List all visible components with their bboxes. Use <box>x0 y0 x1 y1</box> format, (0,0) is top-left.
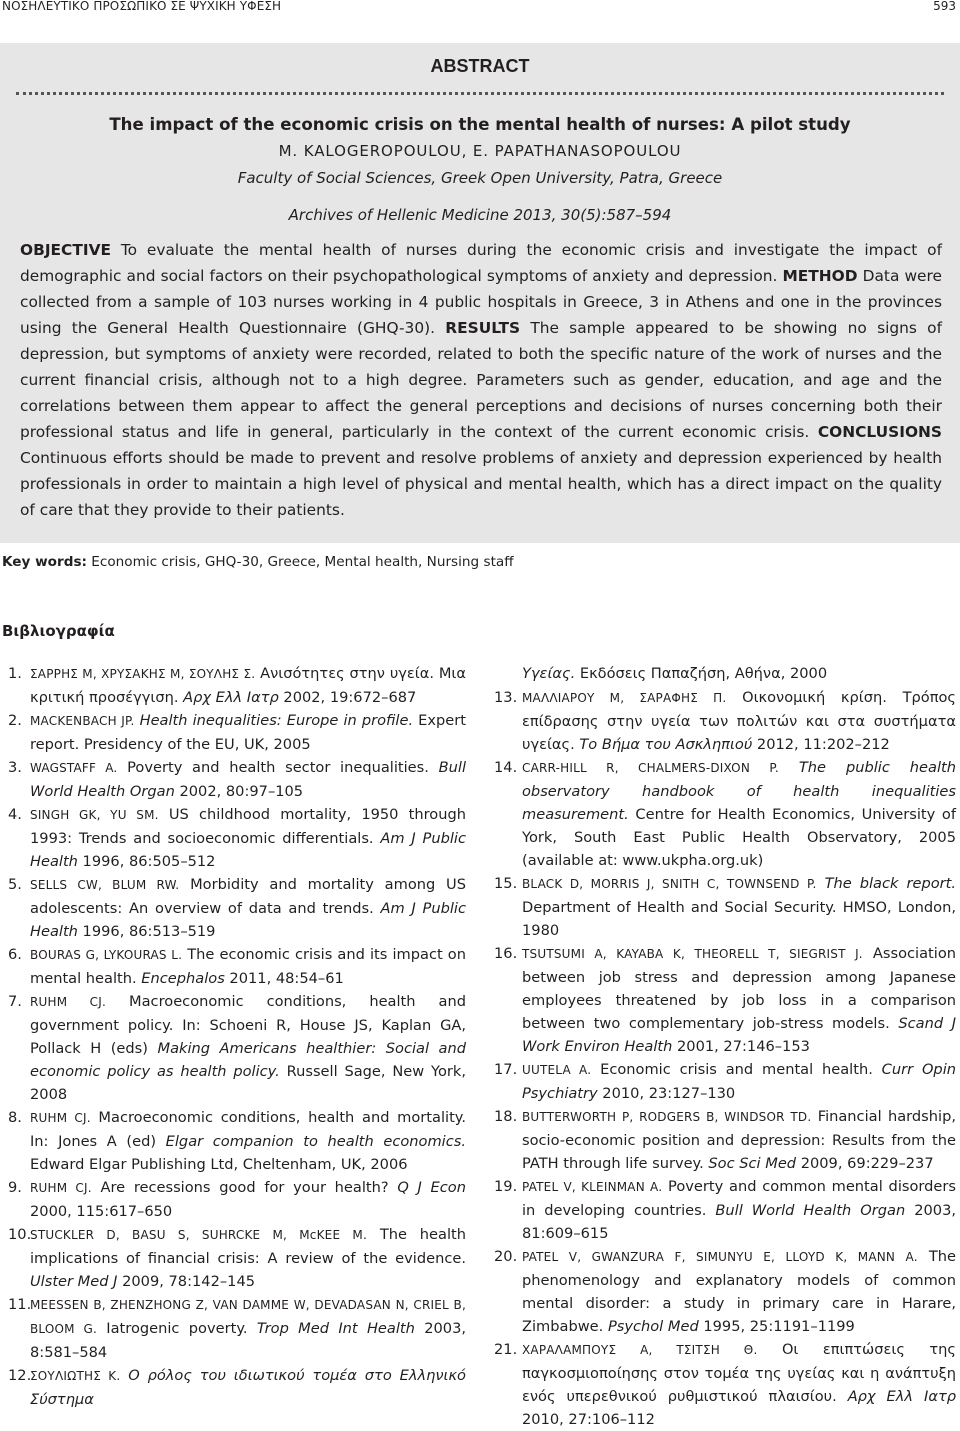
reference-details: 2012, 11:202–212 <box>752 736 890 753</box>
reference-number: 11. <box>8 1296 32 1313</box>
page-header <box>0 0 960 14</box>
reference-text: Association between job stress and depression among Japanese employees threatened by job loss in a comparison between two complementary job-stress models. <box>522 945 956 1032</box>
reference-source: Αρχ Ελλ Ιατρ <box>183 689 279 706</box>
reference-details: Expert report. Presidency of the EU, UK, 2005 <box>30 712 466 753</box>
reference-number: 2. <box>8 712 22 729</box>
reference-details: 1996, 86:505–512 <box>77 853 216 870</box>
bibliography-right-column <box>494 662 956 1431</box>
conclusions-text: Continuous efforts should be made to prevent and resolve problems of anxiety and depression experienced by health professionals in order to maintain a high level of physical and mental health, which has a direct impact on the quality of care that they provide to their patients. <box>20 449 942 519</box>
reference-details: 1995, 25:1191–1199 <box>698 1318 855 1335</box>
article-title: The impact of the economic crisis on the mental health of nurses: A pilot study <box>109 115 851 134</box>
reference-details: 2011, 48:54–61 <box>224 970 344 987</box>
reference-authors: UUTELA A. <box>522 1063 592 1077</box>
reference-details: Εκδόσεις Παπαζήση, Αθήνα, 2000 <box>575 665 828 682</box>
reference-text: Are recessions good for your health? <box>91 1179 398 1196</box>
abstract-heading: ABSTRACT <box>430 56 530 76</box>
reference-item <box>494 1245 956 1338</box>
reference-source: The black report. <box>824 875 957 892</box>
reference-authors: MACKENBACH JP. <box>30 714 135 728</box>
reference-authors: SINGH GK, YU SM. <box>30 808 159 822</box>
reference-authors: ΧΑΡΑΛΑΜΠΟΥΣ Α, ΤΣΙΤΣΗ Θ. <box>522 1343 758 1357</box>
reference-number: 15. <box>494 875 518 892</box>
reference-source: Am J Public Health <box>30 830 467 870</box>
reference-details: 2010, 27:106–112 <box>522 1411 655 1428</box>
method-label: METHOD <box>782 267 858 285</box>
reference-text: The economic crisis and its impact on mental health. <box>30 946 466 987</box>
abstract-body <box>20 237 942 523</box>
reference-text: Poverty and health sector inequalities. <box>117 759 439 776</box>
reference-source: Q J Econ <box>397 1179 466 1196</box>
reference-item <box>494 1058 956 1105</box>
reference-authors: ΜΑΛΛΙΑΡΟΥ Μ, ΣΑΡΑΦΗΣ Π. <box>522 691 727 705</box>
reference-source: Psychol Med <box>607 1318 699 1335</box>
journal-citation: Archives of Hellenic Medicine 2013, 30(5):587–594 <box>288 206 672 224</box>
dotted-divider <box>16 92 944 95</box>
reference-source: Scand J Work Environ Health <box>522 1015 956 1055</box>
reference-number: 6. <box>8 946 22 963</box>
reference-source: Curr Opin Psychiatry <box>522 1061 956 1102</box>
reference-details: 2002, 80:97–105 <box>174 783 304 800</box>
abstract-box <box>0 43 960 543</box>
reference-text: The phenomenology and explanatory models of common mental disorder: a study in primary care in Harare, Zimbabwe. <box>522 1248 956 1335</box>
reference-text: Iatrogenic poverty. <box>96 1320 257 1337</box>
reference-details: 2002, 19:672–687 <box>278 689 417 706</box>
reference-number: 18. <box>494 1108 518 1125</box>
reference-source: Αρχ Ελλ Ιατρ <box>847 1388 956 1405</box>
method-text: Data were collected from a sample of 103 nurses working in 4 public hospitals in Greece, 3 in Athens and one in the provinces using the General Health Questionnaire (GHQ-30). <box>20 267 942 337</box>
keywords <box>2 554 514 570</box>
reference-text: Οικονομική κρίση. Τρόπος επίδρασης στην υγεία των πολιτών και στα συστήματα υγείας. <box>522 689 956 753</box>
reference-authors: PATEL V, KLEINMAN A. <box>522 1180 663 1194</box>
reference-text: US childhood mortality, 1950 through 1993: Trends and socioeconomic differentials. <box>30 806 466 847</box>
reference-details: Russell Sage, New York, 2008 <box>30 1063 466 1103</box>
reference-item <box>494 872 956 942</box>
reference-number: 12. <box>8 1367 32 1384</box>
results-text: The sample appeared to be showing no signs of depression, but symptoms of anxiety were recorded, related to both the specific nature of the work of nurses and the current financial crisis, although not to a high degree. Parameters such as gender, education, and age and the correlations between them appear to affect the general perceptions and decisions of nurses concerning both their professional status and life in general, particularly in the context of the current economic crisis. <box>20 319 942 441</box>
reference-authors: BLACK D, MORRIS J, SNITH C, TOWNSEND P. <box>522 877 817 891</box>
reference-details: Centre for Health Economics, University of York, South East Public Health Observatory, 2005 (available at: www.ukpha.org.uk) <box>522 806 956 869</box>
reference-authors: WAGSTAFF A. <box>30 761 118 775</box>
reference-details: Edward Elgar Publishing Ltd, Cheltenham, UK, 2006 <box>30 1156 408 1173</box>
objective-label: OBJECTIVE <box>20 241 111 259</box>
reference-item <box>494 1175 956 1245</box>
reference-source: Υγείας. <box>522 665 576 682</box>
results-label: RESULTS <box>445 319 521 337</box>
reference-item <box>8 756 466 803</box>
reference-number: 5. <box>8 876 22 893</box>
reference-authors: MEESSEN B, ZHENZHONG Z, VAN DAMME W, DEVADASAN N, CRIEL B, BLOOM G. <box>30 1298 466 1336</box>
reference-authors: PATEL V, GWANZURA F, SIMUNYU E, LLOYD K, MANN A. <box>522 1250 918 1264</box>
reference-authors: TSUTSUMI A, KAYABA K, THEORELL T, SIEGRIST J. <box>522 947 863 961</box>
reference-details: 2003, 81:609–615 <box>522 1202 956 1242</box>
reference-authors: STUCKLER D, BASU S, SUHRCKE M, McKEE M. <box>30 1228 368 1242</box>
reference-details: 2001, 27:146–153 <box>672 1038 810 1055</box>
reference-number: 20. <box>494 1248 518 1265</box>
bibliography-left-column <box>8 662 466 1411</box>
reference-authors: RUHM CJ. <box>30 1111 91 1125</box>
reference-details: 2010, 23:127–130 <box>597 1085 736 1102</box>
reference-item <box>8 662 466 709</box>
reference-text: The health implications of financial crisis: A review of the evidence. <box>30 1226 466 1267</box>
reference-number: 3. <box>8 759 22 776</box>
reference-details: 1996, 86:513–519 <box>77 923 216 940</box>
reference-details: 2009, 78:142–145 <box>117 1273 256 1290</box>
reference-text: Economic crisis and mental health. <box>591 1061 882 1078</box>
reference-text <box>120 1367 128 1384</box>
reference-source: The public health observatory handbook of health inequalities measurement. <box>522 759 956 823</box>
reference-number: 17. <box>494 1061 518 1078</box>
reference-authors: ΣΟΥΛΙΩΤΗΣ Κ. <box>30 1369 121 1383</box>
reference-text: Οι επιπτώσεις της παγκοσμιοποίησης στον τομέα της υγείας και η ανάπτυξη ενός υπερεθνικού ρυθμιστικού πλαισίου. <box>522 1341 956 1405</box>
reference-item <box>8 1293 466 1364</box>
reference-text: Macroeconomic conditions, health and government policy. In: Schoeni R, House JS, Kaplan GA, Pollack H (eds) <box>30 993 466 1057</box>
reference-number: 13. <box>494 689 518 706</box>
reference-source: Bull World Health Organ <box>715 1202 906 1219</box>
reference-number: 7. <box>8 993 22 1010</box>
reference-number: 19. <box>494 1178 518 1195</box>
page-number: 593 <box>933 0 956 13</box>
reference-source: Ulster Med J <box>30 1273 118 1290</box>
reference-text <box>779 759 799 776</box>
objective-text: To evaluate the mental health of nurses during the economic crisis and investigate the impact of demographic and social factors on their psychopathological symptoms of anxiety and depression. <box>20 241 942 285</box>
reference-item <box>8 709 466 756</box>
reference-text: Poverty and common mental disorders in developing countries. <box>522 1178 956 1219</box>
keywords-label: Key words: <box>2 554 87 570</box>
reference-authors: BUTTERWORTH P, RODGERS B, WINDSOR TD. <box>522 1110 812 1124</box>
running-title: ΝΟΣΗΛΕΥΤΙΚΟ ΠΡΟΣΩΠΙΚΟ ΣΕ ΨΥΧΙΚΗ ΥΦΕΣΗ <box>2 0 282 13</box>
conclusions-label: CONCLUSIONS <box>817 423 942 441</box>
article-authors: M. KALOGEROPOULOU, E. PAPATHANASOPOULOU <box>278 142 682 160</box>
reference-authors: RUHM CJ. <box>30 995 107 1009</box>
reference-authors: RUHM CJ. <box>30 1181 92 1195</box>
reference-details: 2009, 69:229–237 <box>796 1155 934 1172</box>
reference-source: Elgar companion to health economics. <box>165 1133 466 1150</box>
reference-text: Morbidity and mortality among US adolescents: An overview of data and trends. <box>30 876 466 917</box>
reference-item <box>494 942 956 1058</box>
reference-item <box>8 803 466 873</box>
reference-item <box>8 990 466 1106</box>
reference-item <box>8 1106 466 1176</box>
reference-authors: SELLS CW, BLUM RW. <box>30 878 180 892</box>
reference-source: Am J Public Health <box>30 900 466 940</box>
reference-details: 2000, 115:617–650 <box>30 1203 173 1220</box>
reference-details: Department of Health and Social Security. HMSO, London, 1980 <box>522 899 956 939</box>
reference-number: 10. <box>8 1226 32 1243</box>
reference-item <box>8 943 466 990</box>
reference-source: Encephalos <box>141 970 225 987</box>
reference-number: 16. <box>494 945 518 962</box>
reference-source: Making Americans healthier: Social and economic policy as health policy. <box>30 1040 466 1080</box>
reference-text <box>817 875 825 892</box>
reference-number: 9. <box>8 1179 22 1196</box>
reference-item <box>494 662 956 686</box>
reference-text: Ανισότητες στην υγεία. Μια κριτική προσέγγιση. <box>30 665 466 706</box>
reference-item <box>8 1223 466 1293</box>
reference-authors: CARR-HILL R, CHALMERS-DIXON P. <box>522 761 779 775</box>
reference-source: Bull World Health Organ <box>30 759 466 800</box>
reference-number: 8. <box>8 1109 22 1126</box>
reference-item <box>8 873 466 943</box>
reference-source: Ο ρόλος του ιδιωτικού τομέα στο Ελληνικό Σύστημα <box>30 1367 466 1408</box>
bibliography-heading: Βιβλιογραφία <box>2 622 115 640</box>
reference-source: Health inequalities: Europe in profile. <box>139 712 414 729</box>
reference-authors: ΣΑΡΡΗΣ Μ, ΧΡΥΣΑΚΗΣ Μ, ΣΟΥΛΗΣ Σ. <box>30 667 256 681</box>
reference-item <box>494 686 956 756</box>
reference-details: 2003, 8:581–584 <box>30 1320 467 1361</box>
reference-source: Soc Sci Med <box>708 1155 797 1172</box>
reference-item <box>494 756 956 872</box>
reference-item <box>8 1176 466 1223</box>
keywords-text: Economic crisis, GHQ-30, Greece, Mental health, Nursing staff <box>86 554 514 570</box>
reference-text: Financial hardship, socio-economic position and depression: Results from the PATH through life survey. <box>522 1108 956 1172</box>
reference-number: 21. <box>494 1341 518 1358</box>
reference-source: Trop Med Int Health <box>256 1320 415 1337</box>
reference-number: 14. <box>494 759 518 776</box>
reference-text: Macroeconomic conditions, health and mortality. In: Jones A (ed) <box>30 1109 466 1150</box>
reference-item <box>494 1105 956 1175</box>
reference-item <box>8 1364 466 1411</box>
author-affiliation: Faculty of Social Sciences, Greek Open University, Patra, Greece <box>237 169 723 187</box>
reference-number: 1. <box>8 665 22 682</box>
reference-source: Το Βήμα του Ασκληπιού <box>579 736 753 753</box>
reference-authors: BOURAS G, LYKOURAS L. <box>30 948 183 962</box>
reference-number: 4. <box>8 806 22 823</box>
